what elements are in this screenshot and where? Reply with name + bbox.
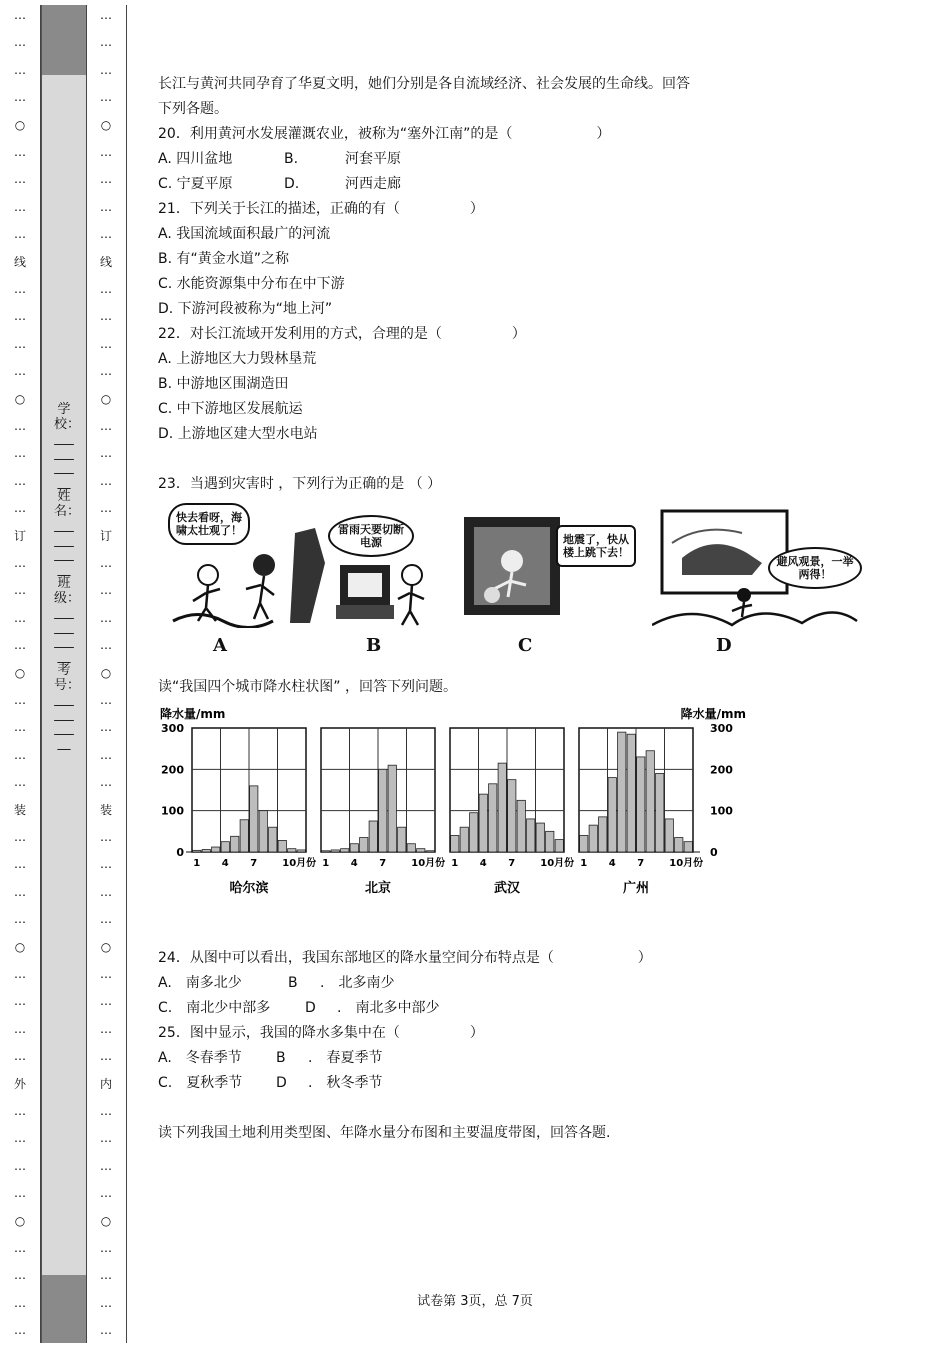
q21-option-b[interactable]: B. 有“黄金水道”之称 <box>158 251 290 267</box>
precipitation-bar <box>212 847 220 852</box>
outer-cut-circle-icon: ○ <box>14 1213 26 1228</box>
x-tick-label: 7 <box>508 858 516 869</box>
intro-line-1: 长江与黄河共同孕育了华夏文明，她们分别是各自流域经济、社会发展的生命线。回答 <box>158 76 690 92</box>
outer-cut-dots: … <box>14 172 26 187</box>
x-tick-label: 10月份 <box>411 858 446 869</box>
outer-cut-dots: … <box>14 912 26 927</box>
q24-stem: 24．从图中可以看出，我国东部地区的降水量空间分布特点是（ ） <box>158 950 652 966</box>
inner-cut-dots: … <box>100 720 112 735</box>
x-tick-label: 1 <box>580 858 588 869</box>
outer-cut-dots: … <box>14 693 26 707</box>
outer-cut-dots: … <box>14 199 26 214</box>
q23-stem: 23．当遇到灾害时 ，下列行为正确的是 （ ） <box>158 476 442 492</box>
precipitation-bar <box>259 811 267 852</box>
inner-cut-mark: 内 <box>99 1076 112 1091</box>
precipitation-bar <box>618 732 626 852</box>
precipitation-bar <box>637 757 645 852</box>
outer-cut-dots: … <box>14 419 26 433</box>
x-tick-label: 1 <box>193 858 201 869</box>
panel-b-label: B <box>366 635 382 656</box>
inner-cut-circle-icon: ○ <box>100 391 112 406</box>
cartoon-panel-d[interactable] <box>652 503 862 628</box>
precipitation-bar <box>369 821 377 852</box>
q22-option-a[interactable]: A. 上游地区大力毁林垦荒 <box>158 351 317 367</box>
q25-option-c[interactable]: C. 夏秋季节 <box>158 1075 243 1091</box>
precipitation-bar <box>479 794 487 852</box>
precipitation-bar <box>555 840 563 852</box>
x-tick-label: 4 <box>479 858 487 869</box>
outer-cut-dots: … <box>14 145 26 159</box>
inner-cut-dots: … <box>100 884 112 899</box>
inner-cut-dots: … <box>100 336 112 351</box>
outer-cut-dots: … <box>14 364 26 379</box>
outer-cut-dots: … <box>14 227 26 242</box>
q22-option-c[interactable]: C. 中下游地区发展航运 <box>158 401 303 417</box>
precipitation-bar <box>240 820 248 852</box>
precipitation-bar <box>527 819 535 852</box>
outer-cut-dots: … <box>14 583 26 598</box>
inner-cut-dots: … <box>100 473 112 488</box>
q21-stem: 21．下列关于长江的描述，正确的有（ ） <box>158 201 484 217</box>
outer-cut-dots: … <box>14 1268 26 1283</box>
cartoon-panel-b[interactable] <box>290 503 440 628</box>
x-tick-label: 7 <box>379 858 387 869</box>
y-axis-label-right: 降水量/mm <box>680 707 746 721</box>
outer-cut-dots: … <box>14 1049 26 1064</box>
column-bottom-block <box>42 1275 86 1343</box>
q20-option-b[interactable]: 河套平原 <box>345 151 401 167</box>
outer-cut-circle-icon: ○ <box>14 665 26 680</box>
inner-cut-dots: … <box>100 747 112 762</box>
precipitation-bar <box>646 751 654 852</box>
y-tick-label-left: 300 <box>161 722 184 735</box>
precipitation-bar <box>656 773 664 852</box>
q25-options-row1 <box>158 1046 878 1071</box>
student-info-text: 学校：___________姓名：___________班级：___________考号：___________ <box>54 402 81 751</box>
inner-cut-dots: … <box>100 1158 112 1173</box>
question-content <box>158 72 878 1146</box>
disaster-cartoons <box>158 503 858 663</box>
binding-strip <box>0 0 130 1345</box>
panel-c-label: C <box>518 635 533 656</box>
precipitation-bar <box>341 849 349 852</box>
precipitation-bar <box>460 827 468 852</box>
inner-cut-dots: … <box>100 556 112 570</box>
precipitation-bar <box>498 763 506 852</box>
q25-option-b-letter[interactable]: B <box>276 1050 286 1066</box>
outer-cut-dots: … <box>14 1021 26 1036</box>
inner-cut-circle-icon: ○ <box>100 1213 112 1228</box>
inner-cut-dots: … <box>100 1021 112 1036</box>
q20-option-b-letter[interactable]: B. <box>284 151 299 167</box>
outer-cut-mark: 外 <box>13 1076 26 1091</box>
inner-cut-circle-icon: ○ <box>100 939 112 954</box>
y-tick-label-right: 100 <box>710 804 733 818</box>
outer-cut-dots: … <box>14 720 26 735</box>
inner-cut-dots: … <box>100 419 112 433</box>
inner-cut-mark: 订 <box>99 528 112 543</box>
precipitation-bar <box>426 851 434 852</box>
inner-cut-dots: … <box>100 309 112 324</box>
inner-cut-dots: … <box>100 1104 112 1118</box>
inner-cut-dots: … <box>100 775 112 790</box>
q20-options-row2 <box>158 172 878 197</box>
q20-option-d[interactable]: 河西走廊 <box>345 176 401 192</box>
student-info-column <box>41 5 87 1343</box>
outer-cut-dots: … <box>14 1241 26 1255</box>
q24-option-b[interactable]: . 北多南少 <box>320 975 395 991</box>
inner-cut-dots: … <box>100 1295 112 1310</box>
outer-cut-dots: … <box>14 8 26 22</box>
inner-cut-dots: … <box>100 967 112 981</box>
precipitation-bar <box>675 838 683 852</box>
panel-d-label: D <box>716 635 732 656</box>
outer-cut-dots: … <box>14 830 26 844</box>
precipitation-bar <box>221 842 229 852</box>
q25-option-d[interactable]: . 秋冬季节 <box>308 1075 383 1091</box>
precipitation-bar <box>589 825 597 852</box>
outer-cut-dots: … <box>14 1323 26 1338</box>
y-axis-label-left: 降水量/mm <box>160 707 226 721</box>
precipitation-bar <box>331 850 339 852</box>
inner-cut-dots: … <box>100 994 112 1009</box>
page-footer: 试卷第 3页，总 7页 <box>417 1294 533 1309</box>
inner-cut-dots: … <box>100 446 112 461</box>
inner-cut-dots: … <box>100 35 112 50</box>
y-tick-label-left: 100 <box>161 804 184 818</box>
inner-cut-circle-icon: ○ <box>100 665 112 680</box>
q24-options-row2 <box>158 996 878 1021</box>
city-label: 北京 <box>364 881 392 896</box>
outer-cut-dots: … <box>14 282 26 296</box>
panel-a-label: A <box>213 635 227 656</box>
inner-cut-circle-icon: ○ <box>100 117 112 132</box>
outer-cut-dots: … <box>14 62 26 77</box>
q20-stem: 20．利用黄河水发展灌溉农业，被称为“塞外江南”的是（ ） <box>158 126 611 142</box>
y-tick-label-left: 0 <box>176 846 184 859</box>
inner-cut-mark: 线 <box>99 254 112 269</box>
x-tick-label: 1 <box>322 858 330 869</box>
y-tick-label-right: 300 <box>710 722 733 735</box>
city-label: 哈尔滨 <box>229 881 269 896</box>
precipitation-bar <box>684 842 692 852</box>
x-tick-label: 10月份 <box>669 858 704 869</box>
x-tick-label: 1 <box>451 858 459 869</box>
y-tick-label-right: 0 <box>710 846 718 859</box>
inner-cut-dots: … <box>100 1186 112 1201</box>
inner-cut-dots: … <box>100 1241 112 1255</box>
precipitation-bar <box>470 813 478 852</box>
precipitation-bar <box>379 769 387 852</box>
inner-cut-dots: … <box>100 693 112 707</box>
inner-cut-dots: … <box>100 912 112 927</box>
q24-option-b-letter[interactable]: B <box>288 975 298 991</box>
precipitation-charts <box>158 706 748 916</box>
panel-c-speech-bubble: 地震了，快从楼上跳下去！ <box>556 525 636 567</box>
inner-cut-dots: … <box>100 610 112 625</box>
column-top-block <box>42 5 86 75</box>
q25-option-b[interactable]: . 春夏季节 <box>308 1050 383 1066</box>
precipitation-bar <box>508 780 516 852</box>
precipitation-bar <box>288 849 296 852</box>
precipitation-bar <box>388 765 396 852</box>
q20-option-a[interactable]: A. 四川盆地 <box>158 151 233 167</box>
precipitation-bar <box>536 823 544 852</box>
q22-option-b[interactable]: B. 中游地区围湖造田 <box>158 376 289 392</box>
outer-cut-dots: … <box>14 1158 26 1173</box>
outer-cut-circle-icon: ○ <box>14 117 26 132</box>
cartoon-panel-c[interactable] <box>450 503 640 628</box>
q25-stem: 25．图中显示，我国的降水多集中在（ ） <box>158 1025 484 1041</box>
q24-option-c[interactable]: C. 南北少中部多 <box>158 1000 271 1016</box>
outer-cut-dots: … <box>14 501 26 516</box>
outer-cut-mark: 订 <box>13 528 26 543</box>
outer-cut-dots: … <box>14 556 26 570</box>
q25-option-d-letter[interactable]: D <box>276 1075 287 1091</box>
inner-cut-dots: … <box>100 282 112 296</box>
panel-b-speech-bubble: 雷雨天要切断电源 <box>328 515 414 557</box>
inner-cut-dots: … <box>100 830 112 844</box>
q20-option-d-letter[interactable]: D. <box>284 176 300 192</box>
outer-cut-dots: … <box>14 309 26 324</box>
panel-a-speech-bubble: 快去看呀，海啸太壮观了！ <box>168 503 250 545</box>
outer-cut-line <box>0 0 40 1345</box>
x-tick-label: 4 <box>608 858 616 869</box>
precipitation-bar <box>546 831 554 852</box>
q22-option-d[interactable]: D. 上游地区建大型水电站 <box>158 426 318 442</box>
precipitation-bar <box>250 786 258 852</box>
outer-cut-dots: … <box>14 90 26 105</box>
precipitation-bar <box>451 835 459 852</box>
outer-cut-dots: … <box>14 336 26 351</box>
y-tick-label-right: 200 <box>710 763 733 777</box>
outer-cut-dots: … <box>14 1104 26 1118</box>
q25-options-row2 <box>158 1071 878 1096</box>
inner-cut-dots: … <box>100 227 112 242</box>
precipitation-bar <box>193 850 201 852</box>
inner-cut-dots: … <box>100 857 112 872</box>
q20-option-c[interactable]: C. 宁夏平原 <box>158 176 233 192</box>
outer-cut-dots: … <box>14 994 26 1009</box>
city-label: 武汉 <box>493 881 521 896</box>
y-tick-label-left: 200 <box>161 763 184 777</box>
outer-cut-mark: 线 <box>13 254 26 269</box>
inner-cut-dots: … <box>100 8 112 22</box>
inner-cut-dots: … <box>100 1049 112 1064</box>
intro-line-2: 下列各题。 <box>158 101 228 117</box>
outer-cut-dots: … <box>14 884 26 899</box>
x-tick-label: 4 <box>221 858 229 869</box>
q24-option-d-letter[interactable]: D <box>305 1000 316 1016</box>
outer-cut-circle-icon: ○ <box>14 939 26 954</box>
q22-stem: 22．对长江流域开发利用的方式，合理的是（ ） <box>158 326 526 342</box>
inner-cut-dots: … <box>100 1323 112 1338</box>
cartoon-panel-a[interactable] <box>168 503 278 628</box>
inner-cut-dots: … <box>100 90 112 105</box>
inner-cut-dots: … <box>100 1268 112 1283</box>
precipitation-bar <box>627 734 635 852</box>
outro-text: 读下列我国土地利用类型图、年降水量分布图和主要温度带图，回答各题. <box>158 1125 611 1141</box>
precipitation-bar <box>417 849 425 852</box>
precipitation-bar <box>350 844 358 852</box>
inner-cut-dots: … <box>100 62 112 77</box>
precipitation-bar <box>489 784 497 852</box>
precipitation-bar <box>231 836 239 852</box>
q24-option-d[interactable]: . 南北多中部少 <box>337 1000 440 1016</box>
precipitation-bar <box>608 778 616 852</box>
outer-cut-circle-icon: ○ <box>14 391 26 406</box>
q20-options-row1 <box>158 147 878 172</box>
q21-option-a[interactable]: A. 我国流域面积最广的河流 <box>158 226 331 242</box>
panel-d-speech-bubble: 避风观景，一举两得！ <box>768 547 862 589</box>
outer-cut-dots: … <box>14 610 26 625</box>
inner-cut-dots: … <box>100 364 112 379</box>
precipitation-bar <box>322 851 330 852</box>
precipitation-bar <box>297 850 305 852</box>
precipitation-bar <box>202 850 210 852</box>
outer-cut-dots: … <box>14 775 26 790</box>
city-label: 广州 <box>622 881 650 896</box>
q24-option-a[interactable]: A. 南多北少 <box>158 975 242 991</box>
precipitation-bar <box>398 827 406 852</box>
outer-cut-dots: … <box>14 473 26 488</box>
precipitation-bar <box>360 838 368 852</box>
precipitation-bar-charts-svg <box>158 706 748 916</box>
x-tick-label: 4 <box>350 858 358 869</box>
q25-option-a[interactable]: A. 冬春季节 <box>158 1050 242 1066</box>
inner-cut-line <box>86 0 126 1345</box>
x-tick-label: 10月份 <box>540 858 575 869</box>
outer-cut-dots: … <box>14 1295 26 1310</box>
outer-cut-dots: … <box>14 967 26 981</box>
precipitation-bar <box>269 827 277 852</box>
inner-cut-dots: … <box>100 1131 112 1146</box>
chart-intro: 读“我国四个城市降水柱状图” ，回答下列问题。 <box>158 679 457 695</box>
q24-options-row1 <box>158 971 878 996</box>
inner-cut-mark: 装 <box>99 802 112 817</box>
outer-cut-mark: 装 <box>13 802 26 817</box>
precipitation-bar <box>580 835 588 852</box>
inner-cut-dots: … <box>100 583 112 598</box>
q21-option-d[interactable]: D. 下游河段被称为“地上河” <box>158 301 333 317</box>
outer-cut-dots: … <box>14 35 26 50</box>
inner-cut-dots: … <box>100 638 112 653</box>
inner-cut-dots: … <box>100 501 112 516</box>
outer-cut-dots: … <box>14 857 26 872</box>
q21-option-c[interactable]: C. 水能资源集中分布在中下游 <box>158 276 345 292</box>
outer-cut-dots: … <box>14 446 26 461</box>
inner-cut-dots: … <box>100 145 112 159</box>
outer-cut-dots: … <box>14 1131 26 1146</box>
x-tick-label: 10月份 <box>282 858 317 869</box>
precipitation-bar <box>517 800 525 852</box>
x-tick-label: 7 <box>637 858 645 869</box>
precipitation-bar <box>599 817 607 852</box>
inner-cut-dots: … <box>100 172 112 187</box>
inner-border-right <box>126 5 127 1343</box>
inner-cut-dots: … <box>100 199 112 214</box>
precipitation-bar <box>665 819 673 852</box>
outer-cut-dots: … <box>14 1186 26 1201</box>
outer-cut-dots: … <box>14 638 26 653</box>
x-tick-label: 7 <box>250 858 258 869</box>
outer-cut-dots: … <box>14 747 26 762</box>
precipitation-bar <box>407 844 415 852</box>
precipitation-bar <box>278 840 286 852</box>
